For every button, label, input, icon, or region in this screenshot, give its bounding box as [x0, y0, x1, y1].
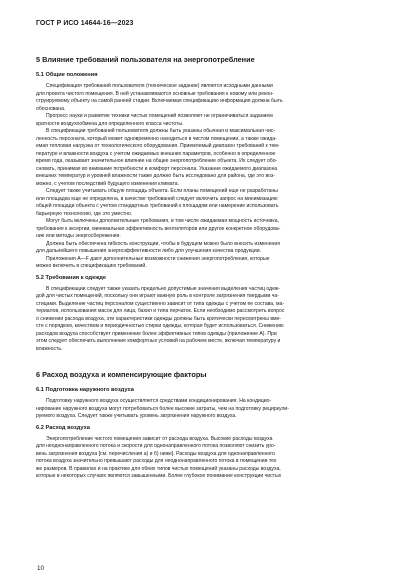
- paragraph: [36, 256, 386, 271]
- text-line: общей площади объекта с учетом стандартных требований к площадям или намерение использовать: [36, 203, 279, 209]
- text-line: сте с порядком, качеством и периодичностью стирки одежды, которая будет использоваться. Снижению: [36, 323, 284, 329]
- text-line: для дальнейшего повышения энергоэффективности либо для улучшения качества продукции.: [36, 248, 261, 254]
- paragraph: [36, 188, 386, 218]
- text-line: сновать, принимая во внимание потребности и комфорт персонала. Указание ожидаемого диапазона: [36, 165, 278, 172]
- subsection-5-1-body: [36, 83, 386, 271]
- page-number: 10: [37, 565, 45, 572]
- paragraph: [36, 128, 386, 188]
- text-line: Подготовку наружного воздуха осуществляется средствами кондиционирования. На кондицио-: [46, 398, 272, 404]
- text-line: внешних температур и уровней влажности также должно быть исследовано для района, где это воз-: [36, 173, 275, 179]
- text-line: барьерную технологию, где это уместно.: [36, 210, 133, 217]
- text-line: Должна быть обеспечена гибкость конструкции, чтобы в будущем можно было вносить изменения: [46, 240, 280, 247]
- text-line: можно, с учетом последствий будущего изменения климата.: [36, 180, 180, 187]
- text-line: дой для чистых помещений, поскольку они играют важную роль в контроле загрязнения твердыми ча-: [36, 293, 279, 299]
- text-line: Прогресс науки и развитие техники чистых помещений позволяют не ограничиваться заданием: [46, 113, 273, 119]
- text-line: влажность.: [36, 345, 63, 352]
- subsection-6-2-title: 6.2 Расход воздуха: [36, 424, 90, 431]
- text-line: обоснована.: [36, 105, 66, 112]
- text-line: Могут быть включены дополнительные требования, в том числе ожидаемая мощность источника,: [46, 218, 279, 224]
- subsection-5-2-body: [36, 286, 386, 354]
- text-line: можно включить в спецификацию требований.: [36, 263, 147, 269]
- text-line: В спецификации следует также указать предельно допустимые значения выделения частиц одеж-: [46, 285, 280, 292]
- subsection-5-1-title: 5.1 Общие положения: [36, 72, 98, 78]
- section-5-title: 5 Влияние требований пользователя на энергопотребление: [36, 55, 255, 64]
- text-line: Спецификация требований пользователя (техническое задание) является исходными данными: [46, 83, 273, 89]
- paragraph: [36, 398, 386, 421]
- text-line: ленность персонала, который может одновременно находиться в чистом помещении, а также ожида-: [36, 135, 277, 142]
- text-line: Следует также учитывать общую площадь объекта. Если планы помещений еще не разработаны: [46, 188, 278, 194]
- text-line: же размеров. В правилах и на практике для обеих типов чистых помещений указаны расходы воздуха,: [36, 465, 281, 472]
- text-line: этом следует обеспечить выполнение комфортных условий на рабочем месте, включая температуру и: [36, 338, 281, 344]
- text-line: стицами. Выделение частиц персоналом существенно зависит от типа одежды с учетом ее состава, ма-: [36, 300, 284, 307]
- subsection-6-1-title: 6.1 Подготовка наружного воздуха: [36, 387, 134, 393]
- text-line: териалов, использования масок для лица, бахил и типа перчаток. Если необходимо рассмотреть вопрос: [36, 308, 285, 314]
- text-line: ние или методы энергосбережения.: [36, 233, 121, 239]
- section-6-title: 6 Расход воздуха и компенсирующие факторы: [36, 370, 207, 379]
- text-line: потока воздуха значительно превышают расходы для неоднонаправленного потока в помещении тех: [36, 458, 277, 464]
- text-line: требования к эксергии, минимальная эффективность вентиляторов или другое конкретное оборудова-: [36, 225, 281, 232]
- page-content: [36, 30, 386, 481]
- text-line: пературе и влажности воздуха с учетом ожидаемых внешних параметров, особенно в определенное: [36, 150, 276, 157]
- text-line: кратности воздухообмена для определенного класса чистоты.: [36, 120, 184, 127]
- paragraph: [36, 286, 386, 354]
- text-line: Энергопотребление чистого помещения зависит от расхода воздуха. Высокие расходы воздуха: [46, 435, 273, 442]
- text-line: о снижении расхода воздуха, эти характеристики одежды должны быть критически пересмотрены вме-: [36, 315, 282, 322]
- text-line: нирование наружного воздуха могут потребоваться более высокие затраты, чем на подготовку рециркули-: [36, 405, 289, 412]
- text-line: которые в некоторых случаях являются завышенными. Более глубокое понимание конструкции чистых: [36, 473, 282, 479]
- text-line: струируемому объекту на самой ранней стадии. Включаемая спецификацию информация должна быть: [36, 98, 283, 104]
- text-line: руемого воздуха. Следует также учитывать уровень загрязнения наружного воздуха.: [36, 413, 237, 419]
- text-line: для неоднонаправленного потока и скорости для однонаправленного потока позволяют снизить уро-: [36, 443, 276, 449]
- paragraph: [36, 241, 386, 256]
- subsection-6-1-body: [36, 398, 386, 421]
- paragraph: [36, 436, 386, 481]
- paragraph: [36, 218, 386, 241]
- text-line: В спецификации требований пользователя должны быть указаны обычная и максимальная чис-: [46, 128, 276, 134]
- subsection-6-2-body: [36, 436, 386, 481]
- text-line: время года, оказывает значительное влияние на общее энергопотребление объекта. Их следует обо-: [36, 158, 278, 164]
- document-header: ГОСТ Р ИСО 14644-16—2023: [36, 20, 134, 27]
- paragraph: [36, 113, 386, 128]
- text-line: емая тепловая нагрузка от технологического оборудования. Приемлемый диапазон требований к тем-: [36, 143, 280, 149]
- text-line: для проекта чистого помещения. В ней устанавливаются основные требования к новому или рекон-: [36, 90, 274, 97]
- text-line: Приложения А—F дают дополнительные возможности снижения энергопотребления, которые: [46, 255, 270, 262]
- text-line: или площадка еще не определена, в качестве требований следует включить запрос на минимизацию: [36, 195, 278, 202]
- text-line: вень загрязнения воздуха [см. перечисления а) и б) ниже]. Расходы воздуха для однонаправленного: [36, 450, 275, 457]
- text-line: расходов воздуха способствует применение более эффективных типов одежды (приложение А). При: [36, 330, 277, 337]
- subsection-5-2-title: 5.2 Требования к одежде: [36, 274, 107, 281]
- paragraph: [36, 83, 386, 113]
